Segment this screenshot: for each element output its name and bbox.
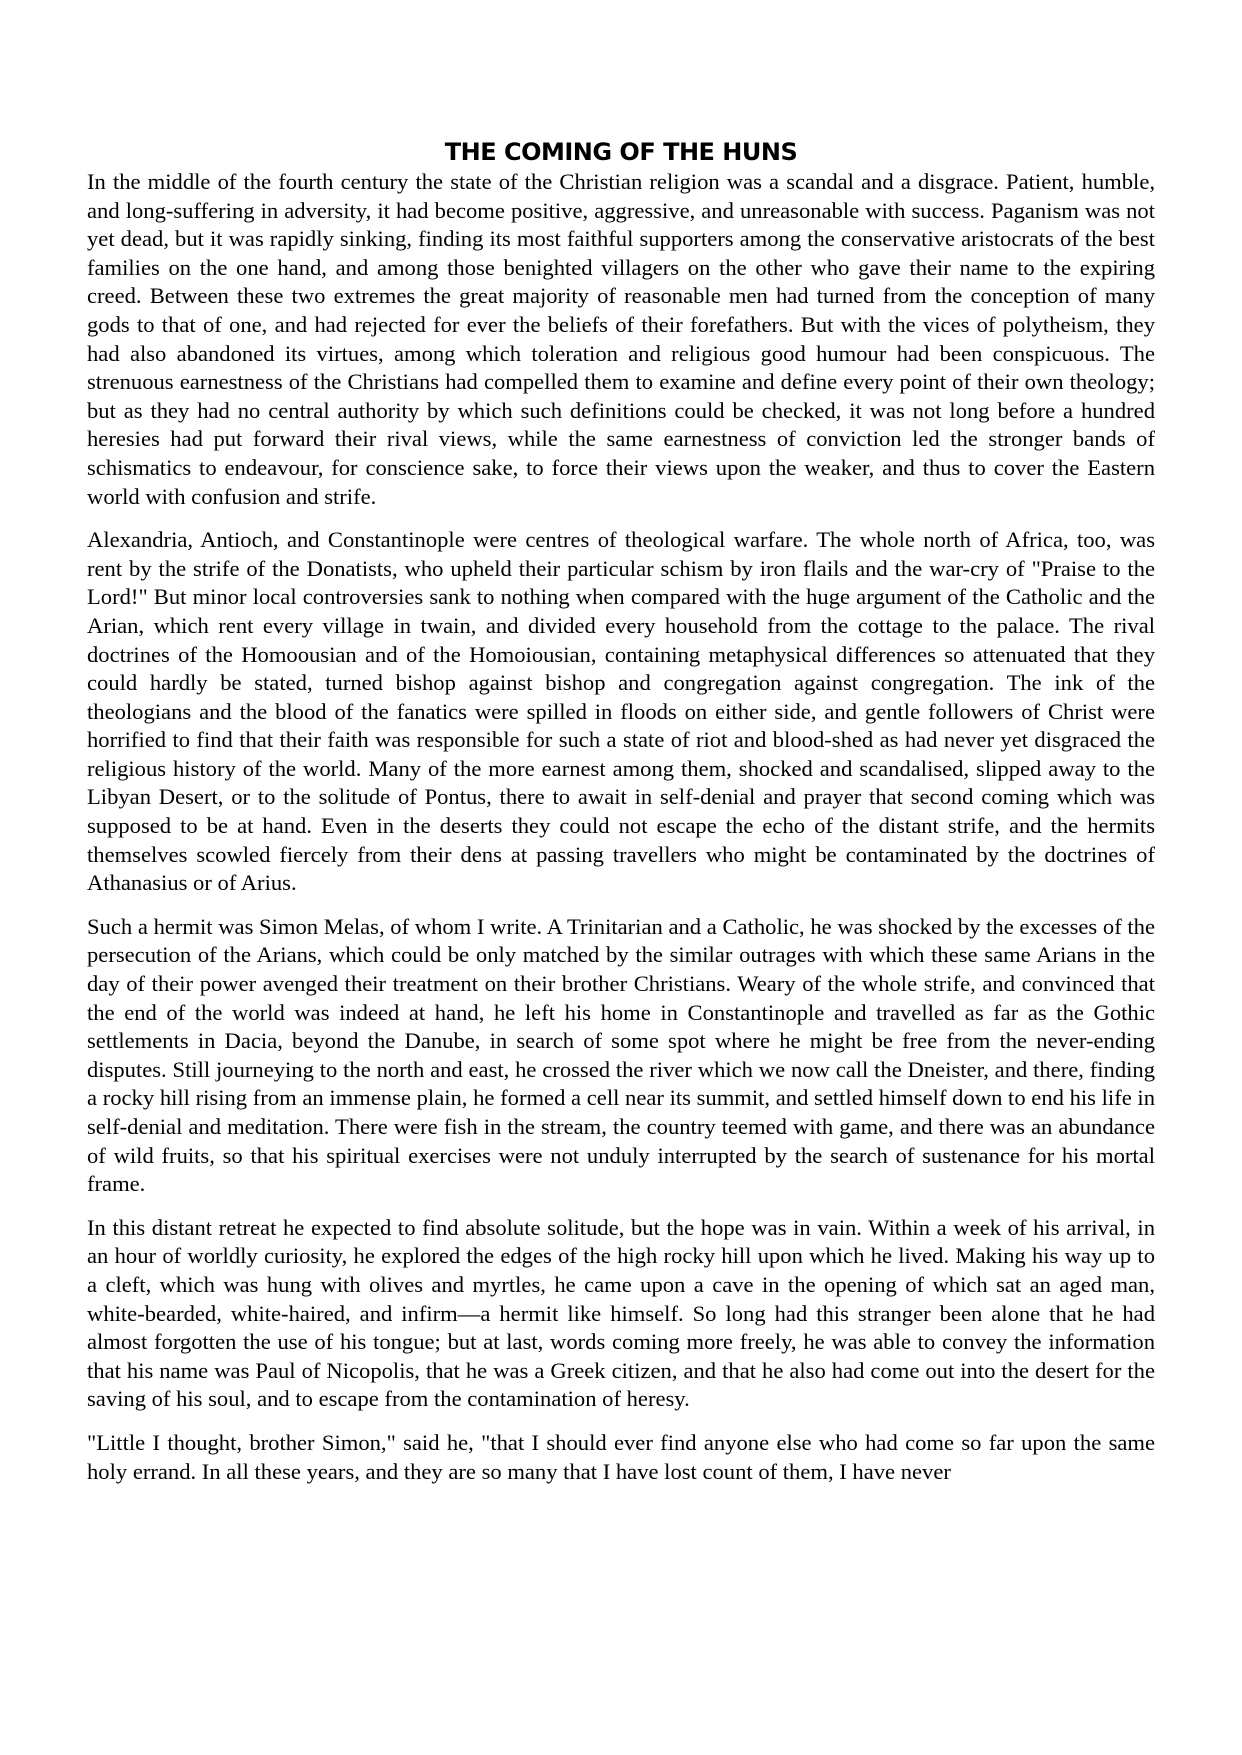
document-page — [87, 138, 1155, 1501]
paragraph: Such a hermit was Simon Melas, of whom I write. A Trinitarian and a Catholic, he was shocked by the excesses of the persecution of the Arians, which could be only matched by the similar outrages with which these same Arians in the day of their power avenged their treatment on their brother Christians. Weary of the whole strife, and convinced that the end of the world was indeed at hand, he left his home in Constantinople and travelled as far as the Gothic settlements in Dacia, beyond the Danube, in search of some spot where he might be free from the never-ending disputes. Still journeying to the north and east, he crossed the river which we now call the Dneister, and there, finding a rocky hill rising from an immense plain, he formed a cell near its summit, and settled himself down to end his life in self-denial and meditation. There were fish in the stream, the country teemed with game, and there was an abundance of wild fruits, so that his spiritual exercises were not unduly interrupted by the search of sustenance for his mortal frame. — [87, 913, 1155, 1197]
page-title: THE COMING OF THE HUNS — [444, 138, 798, 166]
paragraph: Alexandria, Antioch, and Constantinople were centres of theological warfare. The whole north of Africa, too, was rent by the strife of the Donatists, who upheld their particular schism by iron flails and the war-cry of "Praise to the Lord!" But minor local controversies sank to nothing when compared with the huge argument of the Catholic and the Arian, which rent every village in twain, and divided every household from the cottage to the palace. The rival doctrines of the Homoousian and of the Homoiousian, containing metaphysical differences so attenuated that they could hardly be stated, turned bishop against bishop and congregation against congregation. The ink of the theologians and the blood of the fanatics were spilled in floods on either side, and gentle followers of Christ were horrified to find that their faith was responsible for such a state of riot and blood-shed as had never yet disgraced the religious history of the world. Many of the more earnest among them, shocked and scandalised, slipped away to the Libyan Desert, or to the solitude of Pontus, there to await in self-denial and prayer that second coming which was supposed to be at hand. Even in the deserts they could not escape the echo of the distant strife, and the hermits themselves scowled fiercely from their dens at passing travellers who might be contaminated by the doctrines of Athanasius or of Arius. — [87, 527, 1155, 896]
paragraph: In this distant retreat he expected to find absolute solitude, but the hope was in vain. Within a week of his arrival, in an hour of worldly curiosity, he explored the edges of the high rocky hill upon which he lived. Making his way up to a cleft, which was hung with olives and myrtles, he came upon a cave in the opening of which sat an aged man, white-bearded, white-haired, and infirm—a hermit like himself. So long had this stranger been alone that he had almost forgotten the use of his tongue; but at last, words coming more freely, he was able to convey the information that his name was Paul of Nicopolis, that he was a Greek citizen, and that he also had come out into the desert for the saving of his soul, and to escape from the contamination of heresy. — [87, 1214, 1155, 1412]
paragraph: In the middle of the fourth century the state of the Christian religion was a scandal and a disgrace. Patient, humble, and long-suffering in adversity, it had become positive, aggressive, and unreasonable with success. Paganism was not yet dead, but it was rapidly sinking, finding its most faithful supporters among the conservative aristocrats of the best families on the one hand, and among those benighted villagers on the other who gave their name to the expiring creed. Between these two extremes the great majority of reasonable men had turned from the conception of many gods to that of one, and had rejected for ever the beliefs of their forefathers. But with the vices of polytheism, they had also abandoned its virtues, among which toleration and religious good humour had been conspicuous. The strenuous earnestness of the Christians had compelled them to examine and define every point of their own theology; but as they had no central authority by which such definitions could be checked, it was not long before a hundred heresies had put forward their rival views, while the same earnestness of conviction led the stronger bands of schismatics to endeavour, for conscience sake, to force their views upon the weaker, and thus to cover the Eastern world with confusion and strife. — [87, 169, 1155, 509]
paragraph: "Little I thought, brother Simon," said he, "that I should ever find anyone else who had come so far upon the same holy errand. In all these years, and they are so many that I have lost count of them, I have never — [87, 1429, 1155, 1484]
